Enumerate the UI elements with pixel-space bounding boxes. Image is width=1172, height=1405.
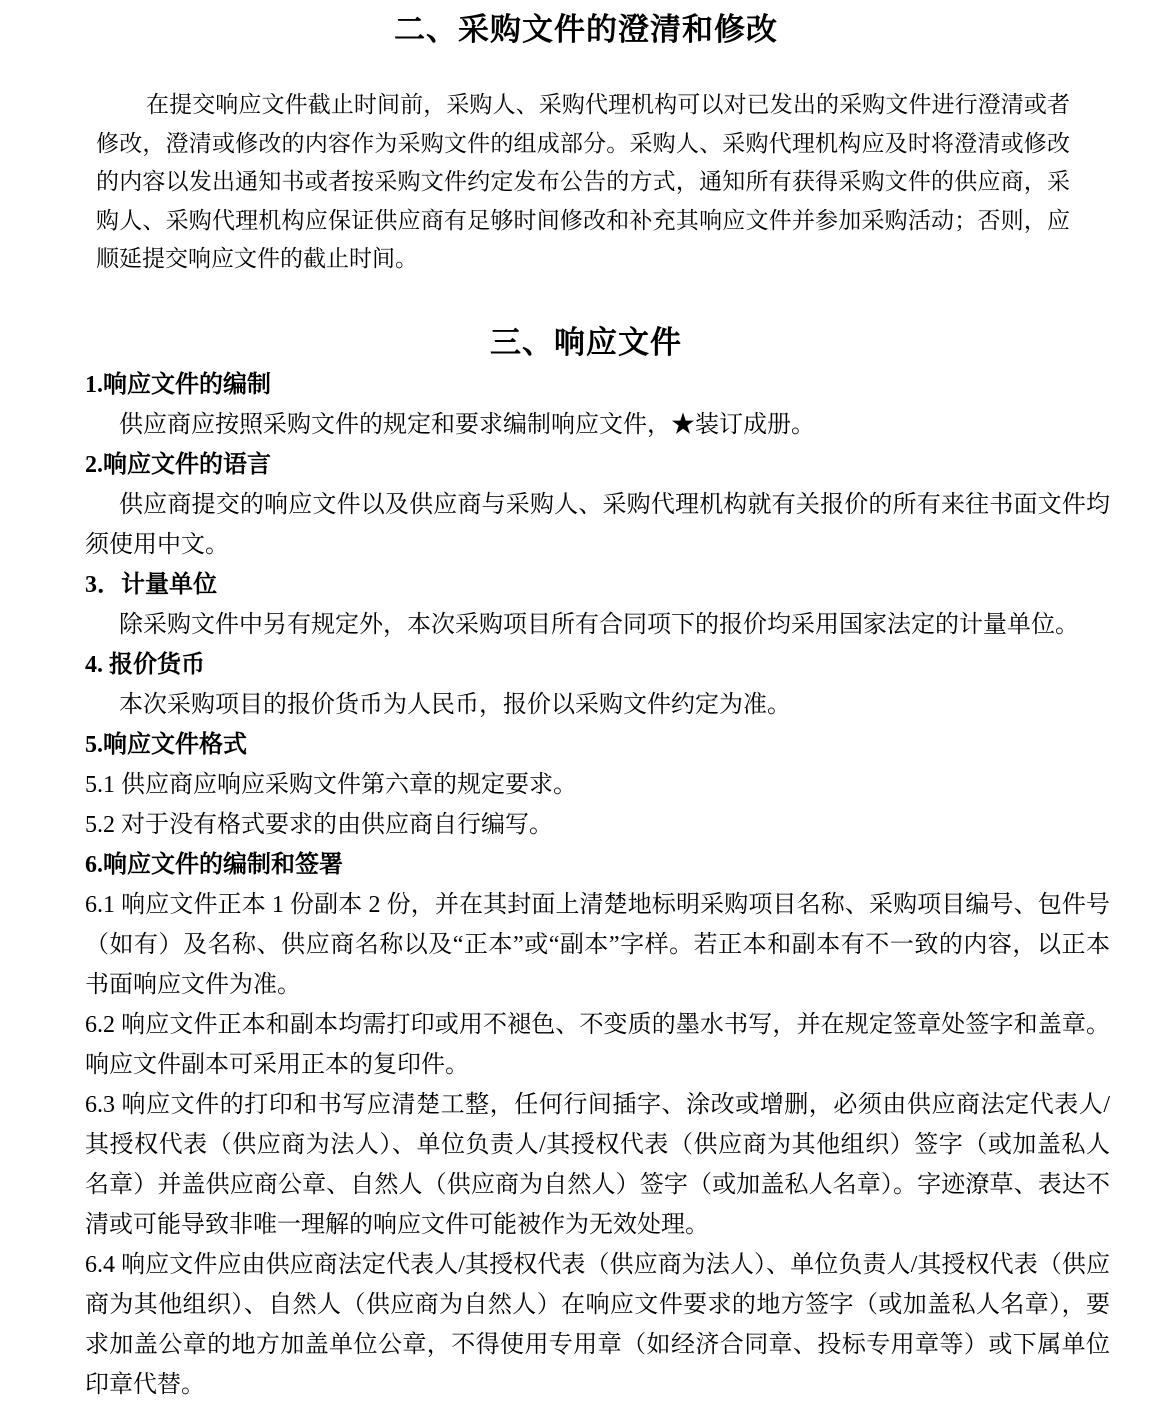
clause-4-paragraph: 本次采购项目的报价货币为人民币，报价以采购文件约定为准。 <box>119 691 791 718</box>
section-2-title: 二、采购文件的澄清和修改 <box>394 12 778 47</box>
clause-5-2-paragraph: 5.2 对于没有格式要求的由供应商自行编写。 <box>85 811 553 838</box>
clause-6-1-paragraph: 6.1 响应文件正本 1 份副本 2 份，并在其封面上清楚地标明采购项目名称、采购项目编号、包件号（如有）及名称、供应商名称以及“正本”或“副本”字样。若正本和副本有不一致的内容，以正本书面响应文件为准。 <box>85 891 1110 998</box>
clause-5-1-paragraph: 5.1 供应商应响应采购文件第六章的规定要求。 <box>85 771 577 798</box>
clause-3-heading: 3．计量单位 <box>85 571 217 598</box>
clause-6 <box>85 845 1110 1405</box>
clause-6-2-paragraph: 6.2 响应文件正本和副本均需打印或用不褪色、不变质的墨水书写，并在规定签章处签字和盖章。响应文件副本可采用正本的复印件。 <box>85 1011 1110 1078</box>
clause-1-paragraph: 供应商应按照采购文件的规定和要求编制响应文件，★装订成册。 <box>119 411 815 438</box>
clause-6-4-paragraph: 6.4 响应文件应由供应商法定代表人/其授权代表（供应商为法人）、单位负责人/其授权代表（供应商为其他组织）、自然人（供应商为自然人）在响应文件要求的地方签字（或加盖私人名章），要求加盖公章的地方加盖单位公章，不得使用专用章（如经济合同章、投标专用章等）或下属单位印章代替。 <box>85 1251 1110 1398</box>
clause-5-heading: 5.响应文件格式 <box>85 731 247 758</box>
clause-1-heading: 1.响应文件的编制 <box>85 371 271 398</box>
section-2-paragraph: 在提交响应文件截止时间前，采购人、采购代理机构可以对已发出的采购文件进行澄清或者修改，澄清或修改的内容作为采购文件的组成部分。采购人、采购代理机构应及时将澄清或修改的内容以发出通知书或者按采购文件约定发布公告的方式，通知所有获得采购文件的供应商，采购人、采购代理机构应保证供应商有足够时间修改和补充其响应文件并参加采购活动；否则，应顺延提交响应文件的截止时间。 <box>96 92 1070 271</box>
clause-2 <box>85 445 1110 565</box>
section-3-title: 三、响应文件 <box>490 324 682 360</box>
clause-6-heading: 6.响应文件的编制和签署 <box>85 851 343 878</box>
clause-1 <box>85 365 1110 445</box>
clause-4 <box>85 645 1110 725</box>
clause-5 <box>85 725 1110 845</box>
clause-2-heading: 2.响应文件的语言 <box>85 451 271 478</box>
clause-2-paragraph: 供应商提交的响应文件以及供应商与采购人、采购代理机构就有关报价的所有来往书面文件均须使用中文。 <box>85 491 1110 558</box>
section-3-clauses <box>85 365 1110 1405</box>
clause-6-3-paragraph: 6.3 响应文件的打印和书写应清楚工整，任何行间插字、涂改或增删，必须由供应商法定代表人/其授权代表（供应商为法人）、单位负责人/其授权代表（供应商为其他组织）签字（或加盖私人名章）并盖供应商公章、自然人（供应商为自然人）签字（或加盖私人名章）。字迹潦草、表达不清或可能导致非唯一理解的响应文件可能被作为无效处理。 <box>85 1091 1110 1238</box>
clause-4-heading: 4. 报价货币 <box>85 651 205 678</box>
clause-3-paragraph: 除采购文件中另有规定外，本次采购项目所有合同项下的报价均采用国家法定的计量单位。 <box>119 611 1079 638</box>
clause-3 <box>85 565 1110 645</box>
